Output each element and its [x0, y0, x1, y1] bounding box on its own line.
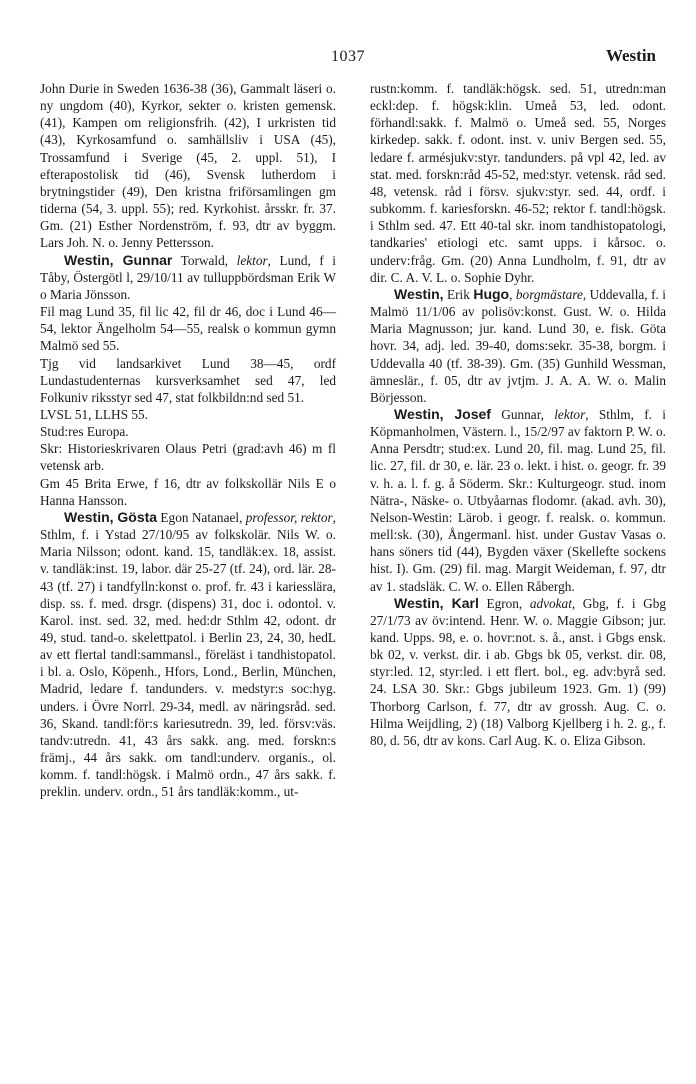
entry-headword: Westin, Gunnar [64, 251, 173, 268]
entry-westin-josef [370, 406, 666, 595]
entry-westin-gosta [40, 509, 336, 801]
entry-title: lektor [236, 252, 268, 268]
entry-line: Skr: Historieskrivaren Olaus Petri (grad:avh 46) m fl vetensk arb. [40, 441, 336, 474]
entry-given-names: Erik [443, 286, 474, 302]
entry-westin-hugo [370, 286, 666, 406]
entry-line: Stud:res Europa. [40, 424, 129, 440]
page-number: 1037 [331, 48, 365, 65]
entry-given-names: Gunnar, [490, 406, 555, 422]
entry-line: Fil mag Lund 35, fil lic 42, fil dr 46, doc i Lund 46—54, lektor Ängelholm 54—55, realsk o kommun gymn Malmö sed 55. [40, 304, 336, 354]
entry-westin-gunnar [40, 252, 336, 303]
entry-title: advokat [529, 595, 572, 611]
running-head: Westin [605, 46, 656, 65]
entry-given-after: , [509, 286, 516, 302]
right-column [370, 80, 666, 749]
entry-westin-karl [370, 595, 666, 749]
entry-given-names: Egon Natanael, [157, 509, 246, 525]
entry-text: , Gbg, f. i Gbg 27/1/73 av öv:intend. Henr. W. o. Maggie Gibson; jur. kand. Upps. 98, e. o. hovr:not. s. å., anst. i Gbgs ensk. bk 02, v. verkst. dir. i ab. Gbgs bk 05, verkst. dir. 08, styr:led. 12, styr:led. i ett flert. bol., eg. adv:byrå sed. 24. LSA 30. Skr.: Gbgs jubileum 1923. Gm. 1) (99) Thorborg Carlson, f. 77, dtr av grossh. Aug. C. o. Hilma Weijdling, 2) (18) Valborg Kjellberg i h. 2. g., f. 80, d. 56, dtr av kons. Carl Aug. K. o. Eliza Gibson. [370, 595, 666, 748]
left-column [40, 80, 336, 801]
entry-line: LVSL 51, LLHS 55. [40, 406, 148, 422]
entry-headword: Westin, Josef [394, 405, 491, 422]
entry-given-names: Torwald, [172, 252, 237, 268]
entry-text: , Sthlm, f. i Ystad 27/10/95 av folkskolär. Nils W. o. Maria Nilsson; odont. kand. 15, tandläk:ex. 18, assist. v. tandläk:inst. 19, labor. där 25-27 (tf. 24), ord. lär. 28-43 (tf. 27) i tandfylln:konst o. prof. fr. 43 i kariesslära, disp. ss. f. med. drsgr. (dispens) 31, doc i. odontol. v. Karol. inst. sed. 32, med. hed:dr Sthlm 42, odont. dr 49, stud. tand-o. skelettpatol. i Berlin 23, 24, 30, hedL av ett flertal tandl:sammansl., föreläst i tandhistopatol. i bl. a. Oslo, Köpenh., Hfors, Lond., Berlin, München, Madrid, ledare f. tandunders. v. medstyr:s soc:hyg. unders. i Övre Norrl. 29-34, medl. av näringsråd. sed. 36, Skand. tandl:för:s kariesutredn. 39, led. försv:väs. tandv:utredn. 41, 43 års sakk. ang. med. forskn:s främj., 44 års sakk. om tandl:underv. organis., ol. komm. f. tandl:högsk. i Malmö ordn., 47 års sakk. f. preklin. underv. ordn., 51 års tandläk:komm., ut- [40, 509, 336, 800]
entry-carryover-left: John Durie in Sweden 1636-38 (36), Gammalt läseri o. ny ungdom (40), Kyrkor, sekter o. kristen gemensk. (41), Kampen om religionsfrih. (42), I urkristen tid (43), Kyrkosamfund o. samhällsliv i USA (45), Trossamfund i Sverige (45, 2. uppl. 51), I efterapostolisk tid (46), Svensk lutherdom i brytningstider (49), Den kristna friförsamlingen gm tiderna (54, 3. uppl. 55); red. Kyrkohist. årsskr. fr. 37. Gm. (21) Esther Nordenström, f. 93, dtr av byggm. Lars Joh. N. o. Jenny Pettersson. [40, 81, 336, 251]
entry-title: borgmästare [515, 286, 583, 302]
entry-title: professor, rektor [245, 509, 333, 525]
entry-text: , Sthlm, f. i Köpmanholmen, Västern. l., 15/2/97 av faktorn P. W. o. Anna Persdtr; stud:ex. Lund 20, fil. mag. Lund 25, fil. lic. 27, fil. dr 30, e. lär. 23 o. lekt. i hist. o. geogr. fr. 39 v. h. a. l. f. g. å Söderm. Skr.: Kulturgeogr. stud. inom Nätra-, Näske- o. Utbyåarnas flodomr. (akad. avh. 30), Nelson-Westin: Lärob. i geogr. f. realsk. o. kommun. mell:sk. (30), Ångermanl. hist. under Gustav Vasas o. hans söners tid (44), Bygden växer (Skellefte sockens hist. I). Gm. (29) fil. mag. Margit Weideman, f. 97, dtr av 1. stadsläk. C. W. o. Ellen Råbergh. [370, 406, 666, 594]
entry-text: , Lund, f i Tåby, Östergötl l, 29/10/11 av tulluppbördsman Erik W o Maria Jönsson. [40, 252, 337, 302]
entry-text: , Uddevalla, f. i Malmö 11/1/06 av polisöv:konst. Gust. W. o. Hilda Maria Magnusson; jur. kand. Lund 30, e. fisk. Göta hovr. 34, adj. led. 39-40, doms:sekr. 35-38, borgm. i Uddevalla 40 (tf. 38-39). Gm. (35) Gunhild Wessman, ämneslär., f. 05, dtr av jvtjm. J. A. A. W. o. Malin Börjesson. [370, 286, 666, 405]
entry-line: Gm 45 Brita Erwe, f 16, dtr av folkskollär Nils E o Hanna Hansson. [40, 475, 336, 508]
entry-title: lektor [554, 406, 586, 422]
entry-given-names: Egron, [478, 595, 530, 611]
entry-given-bold: Hugo [473, 285, 510, 302]
entry-line: Tjg vid landsarkivet Lund 38—45, ordf Lundastudenternas kursverksamhet sed 47, led Folkuniv riksstyr sed 47, stat folkbildn:nd sed 51. [40, 355, 336, 405]
entry-headword: Westin, Karl [394, 594, 479, 611]
entry-carryover-right: rustn:komm. f. tandläk:högsk. sed. 51, utredn:man eckl:dep. f. högsk:klin. Umeå 53, led. odont. förhandl:sakk. f. Malmö o. Umeå sed. 55, Norges kirkedep. sakk. f. odont. inst. v. univ Bergen sed. 55, ledare f. armésjukv:styr. tandunders. på vpl 42, led. av stat. med. forskn:råd 45-52, med:styr. vetensk. råd sed. 48, vetensk. råd i försv. sjukv:styr. sed. 44, ordf. i subkomm. f. kariesforskn. 46-52; rektor f. tandl:högsk. i Sthlm sed. 47. Ett 40-tal skr. inom tandhistopatologi, tandkaries' etiologi etc. samt upps. i kårsoc. o. underv:fråg. Gm. (20) Anna Lundholm, f. 91, dtr av dir. C. A. V. L. o. Sophie Dyhr. [370, 81, 666, 285]
entry-headword: Westin, [394, 285, 444, 302]
entry-headword: Westin, Gösta [64, 508, 158, 525]
